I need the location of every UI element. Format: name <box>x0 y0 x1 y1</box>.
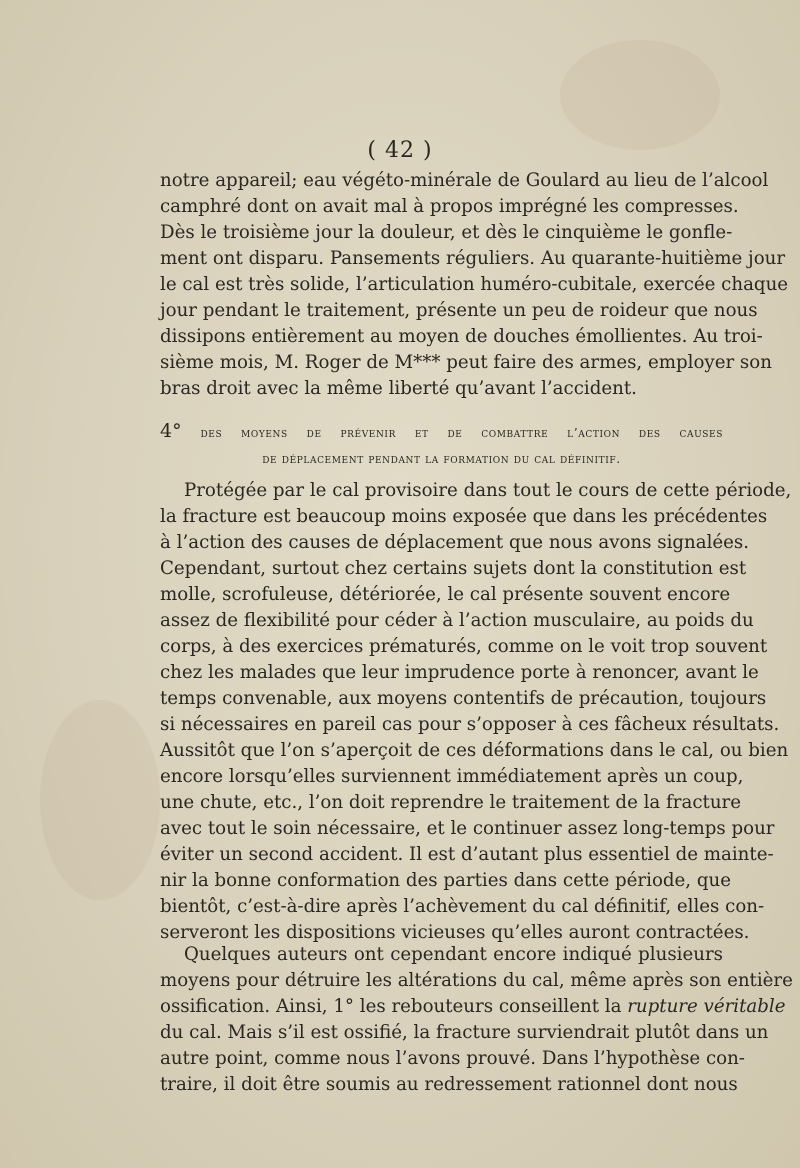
text-line: camphré dont on avait mal à propos imprégné les compresses. <box>160 196 739 217</box>
text-line: jour pendant le traitement, présente un peu de roideur que nous <box>160 300 758 321</box>
text-line: Cependant, surtout chez certains sujets dont la constitution est <box>160 558 747 579</box>
text-line: Dès le troisième jour la douleur, et dès le cinquième le gonfle- <box>160 222 733 243</box>
text-line: serveront les dispositions vicieuses qu’elles auront contractées. <box>160 922 750 943</box>
page-number: ( 42 ) <box>367 138 433 163</box>
text-line: sième mois, M. Roger de M*** peut faire des armes, employer son <box>160 352 772 373</box>
section-number: 4° <box>160 420 182 442</box>
section-heading <box>160 418 723 472</box>
paper-stain <box>560 40 720 150</box>
section-heading-text-1: des moyens de prévenir et de combattre l’action des causes <box>200 425 723 440</box>
text-line: bras droit avec la même liberté qu’avant l’accident. <box>160 378 637 399</box>
text-line: Protégée par le cal provisoire dans tout le cours de cette période, <box>184 480 792 501</box>
text-line: ment ont disparu. Pansements réguliers. Au quarante-huitième jour <box>160 248 786 269</box>
italic-phrase: rupture véritable <box>627 996 786 1017</box>
text-line: chez les malades que leur imprudence porte à renoncer, avant le <box>160 662 759 683</box>
text-line <box>160 994 786 1020</box>
text-line: la fracture est beaucoup moins exposée que dans les précédentes <box>160 506 768 527</box>
text-line: dissipons entièrement au moyen de douches émollientes. Au troi- <box>160 326 763 347</box>
text-line: une chute, etc., l’on doit reprendre le traitement de la fracture <box>160 792 741 813</box>
text-line: nir la bonne conformation des parties dans cette période, que <box>160 870 731 891</box>
text-line: Quelques auteurs ont cependant encore indiqué plusieurs <box>184 944 723 965</box>
section-heading-line-1 <box>160 418 723 445</box>
text-line: corps, à des exercices prématurés, comme on le voit trop souvent <box>160 636 768 657</box>
paper-stain <box>40 700 160 900</box>
paragraph-2 <box>160 478 792 946</box>
text-line: avec tout le soin nécessaire, et le continuer assez long-temps pour <box>160 818 775 839</box>
paragraph-3 <box>160 942 793 1098</box>
text-line: du cal. Mais s’il est ossifié, la fracture surviendrait plutôt dans un <box>160 1022 769 1043</box>
text-line: autre point, comme nous l’avons prouvé. Dans l’hypothèse con- <box>160 1048 745 1069</box>
text-line: Aussitôt que l’on s’aperçoit de ces déformations dans le cal, ou bien <box>160 740 789 761</box>
text-line: si nécessaires en pareil cas pour s’opposer à ces fâcheux résultats. <box>160 714 780 735</box>
text-line: traire, il doit être soumis au redressement rationnel dont nous <box>160 1074 738 1095</box>
text-line: éviter un second accident. Il est d’autant plus essentiel de mainte- <box>160 844 774 865</box>
section-heading-line-2: de déplacement pendant la formation du cal définitif. <box>262 451 621 466</box>
text-line: encore lorsqu’elles surviennent immédiatement après un coup, <box>160 766 744 787</box>
text-line-part: ossification. Ainsi, 1° les rebouteurs conseillent la <box>160 996 628 1017</box>
text-line: notre appareil; eau végéto-minérale de Goulard au lieu de l’alcool <box>160 170 769 191</box>
paragraph-1 <box>160 168 789 402</box>
text-line: à l’action des causes de déplacement que nous avons signalées. <box>160 532 750 553</box>
text-line: molle, scrofuleuse, détériorée, le cal présente souvent encore <box>160 584 731 605</box>
text-line: moyens pour détruire les altérations du cal, même après son entière <box>160 970 793 991</box>
text-line: bientôt, c’est-à-dire après l’achèvement du cal définitif, elles con- <box>160 896 765 917</box>
text-line: assez de flexibilité pour céder à l’action musculaire, au poids du <box>160 610 754 631</box>
text-line: le cal est très solide, l’articulation huméro-cubitale, exercée chaque <box>160 274 789 295</box>
text-line: temps convenable, aux moyens contentifs de précaution, toujours <box>160 688 767 709</box>
